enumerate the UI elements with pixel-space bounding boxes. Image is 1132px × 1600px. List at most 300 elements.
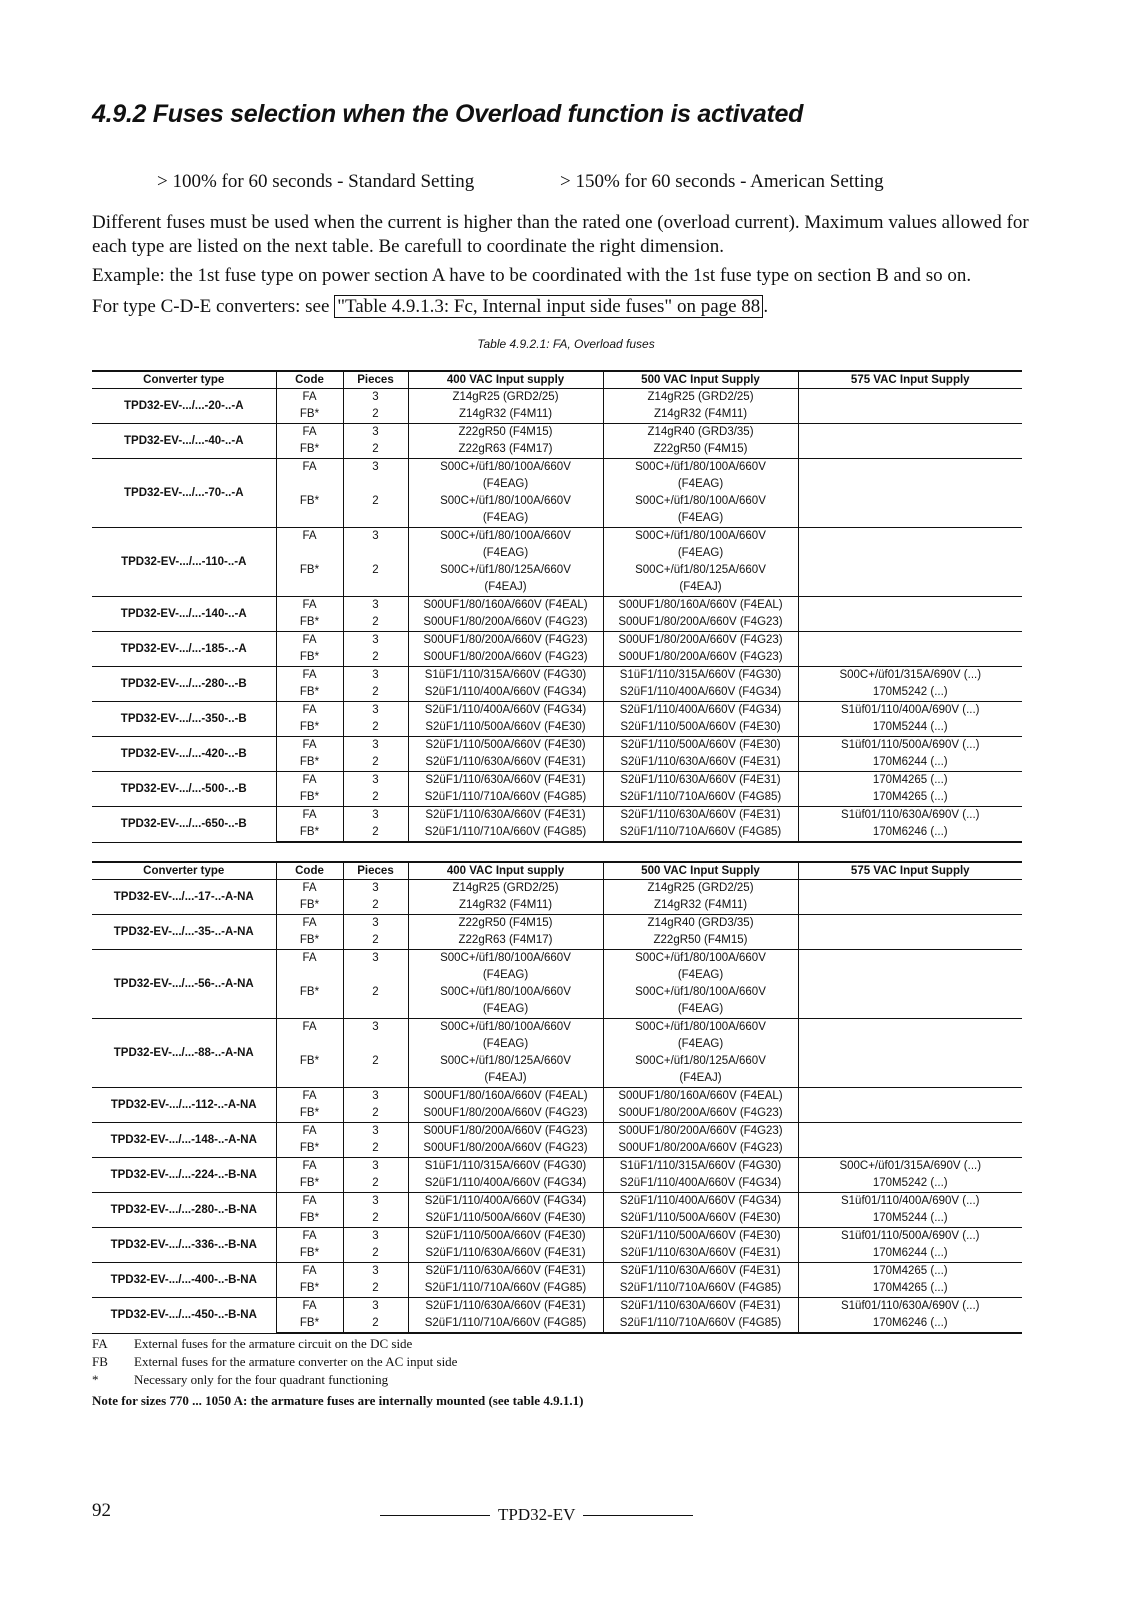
fuse-500vac-cell: S00UF1/80/160A/660V (F4EAL) bbox=[603, 1088, 798, 1106]
fuse-575vac-cell bbox=[798, 424, 1022, 442]
fuse-400vac-cell: S2üF1/110/710A/660V (F4G85) bbox=[408, 1280, 603, 1298]
fuse-500vac-cell: S00UF1/80/200A/660V (F4G23) bbox=[603, 649, 798, 667]
converter-type-cell: TPD32-EV-.../...-450-..-B-NA bbox=[92, 1298, 276, 1334]
legend-symbol: FA bbox=[92, 1336, 108, 1351]
converter-type-cell: TPD32-EV-.../...-336-..-B-NA bbox=[92, 1228, 276, 1263]
table-row bbox=[92, 459, 1022, 477]
legend-symbol: * bbox=[92, 1372, 99, 1387]
code-cell: FB* bbox=[276, 1280, 343, 1298]
pieces-cell bbox=[343, 510, 408, 528]
fuse-400vac-cell: S2üF1/110/500A/660V (F4E30) bbox=[408, 1228, 603, 1246]
code-cell: FB* bbox=[276, 789, 343, 807]
fuse-575vac-cell bbox=[798, 597, 1022, 615]
fuse-400vac-cell: Z22gR50 (F4M15) bbox=[408, 424, 603, 442]
pieces-cell: 2 bbox=[343, 614, 408, 632]
converter-type-cell: TPD32-EV-.../...-400-..-B-NA bbox=[92, 1263, 276, 1298]
fuse-400vac-cell: S00UF1/80/200A/660V (F4G23) bbox=[408, 632, 603, 650]
pieces-cell: 3 bbox=[343, 737, 408, 755]
table-row bbox=[92, 915, 1022, 933]
fuse-500vac-cell: S2üF1/110/710A/660V (F4G85) bbox=[603, 789, 798, 807]
fuse-400vac-cell: (F4EAG) bbox=[408, 545, 603, 562]
pieces-cell: 2 bbox=[343, 984, 408, 1001]
code-cell: FA bbox=[276, 424, 343, 442]
table-row bbox=[92, 1019, 1022, 1037]
pieces-cell: 3 bbox=[343, 702, 408, 720]
code-cell: FA bbox=[276, 1263, 343, 1281]
code-cell: FB* bbox=[276, 897, 343, 915]
fuse-575vac-cell: 170M4265 (...) bbox=[798, 1280, 1022, 1298]
fuse-500vac-cell: (F4EAG) bbox=[603, 476, 798, 493]
pieces-cell: 2 bbox=[343, 1245, 408, 1263]
pieces-cell: 2 bbox=[343, 824, 408, 842]
fuse-400vac-cell: (F4EAG) bbox=[408, 1001, 603, 1019]
fuse-575vac-cell bbox=[798, 476, 1022, 493]
fuse-400vac-cell: S2üF1/110/500A/660V (F4E30) bbox=[408, 719, 603, 737]
fuse-400vac-cell: S00C+/üf1/80/125A/660V bbox=[408, 562, 603, 579]
fuse-575vac-cell bbox=[798, 897, 1022, 915]
fuse-575vac-cell: 170M4265 (...) bbox=[798, 772, 1022, 790]
converter-type-cell: TPD32-EV-.../...-17-..-A-NA bbox=[92, 880, 276, 915]
standard-setting: > 100% for 60 seconds - Standard Setting bbox=[157, 171, 475, 192]
fuse-500vac-cell: S00C+/üf1/80/100A/660V bbox=[603, 950, 798, 968]
pieces-cell: 2 bbox=[343, 1175, 408, 1193]
fuse-400vac-cell: S00C+/üf1/80/100A/660V bbox=[408, 1019, 603, 1037]
code-cell: FA bbox=[276, 702, 343, 720]
table-caption: Table 4.9.2.1: FA, Overload fuses bbox=[477, 337, 655, 351]
table-reference-link[interactable]: "Table 4.9.1.3: Fc, Internal input side fuses" on page 88 bbox=[334, 295, 763, 318]
code-cell: FB* bbox=[276, 493, 343, 510]
fuse-500vac-cell: S2üF1/110/630A/660V (F4E31) bbox=[603, 1245, 798, 1263]
converter-type-cell: TPD32-EV-.../...-70-..-A bbox=[92, 459, 276, 528]
note-suffix: . bbox=[763, 296, 769, 317]
pieces-cell: 2 bbox=[343, 754, 408, 772]
fuse-400vac-cell: S00C+/üf1/80/100A/660V bbox=[408, 493, 603, 510]
fuse-575vac-cell bbox=[798, 984, 1022, 1001]
footer-rule-right bbox=[583, 1515, 693, 1516]
pieces-cell: 2 bbox=[343, 649, 408, 667]
code-cell: FB* bbox=[276, 984, 343, 1001]
code-cell: FB* bbox=[276, 1140, 343, 1158]
converter-type-cell: TPD32-EV-.../...-110-..-A bbox=[92, 528, 276, 597]
fuse-400vac-cell: S2üF1/110/400A/660V (F4G34) bbox=[408, 1193, 603, 1211]
converter-type-cell: TPD32-EV-.../...-148-..-A-NA bbox=[92, 1123, 276, 1158]
fuse-500vac-cell: (F4EAJ) bbox=[603, 1070, 798, 1088]
fuse-400vac-cell: S2üF1/110/710A/660V (F4G85) bbox=[408, 824, 603, 842]
fuse-575vac-cell: S00C+/üf01/315A/690V (...) bbox=[798, 1158, 1022, 1176]
column-header: 575 VAC Input Supply bbox=[798, 862, 1022, 880]
fuse-575vac-cell bbox=[798, 915, 1022, 933]
fuse-575vac-cell bbox=[798, 1001, 1022, 1019]
column-header: 400 VAC Input supply bbox=[408, 862, 603, 880]
fuse-table-standard bbox=[92, 370, 1022, 843]
sizes-note: Note for sizes 770 ... 1050 A: the armature fuses are internally mounted (see table 4.9.1.1) bbox=[92, 1393, 584, 1408]
column-header: Code bbox=[276, 862, 343, 880]
fuse-500vac-cell: Z14gR25 (GRD2/25) bbox=[603, 389, 798, 407]
fuse-500vac-cell: S00UF1/80/200A/660V (F4G23) bbox=[603, 1123, 798, 1141]
code-cell: FA bbox=[276, 950, 343, 968]
converter-type-cell: TPD32-EV-.../...-185-..-A bbox=[92, 632, 276, 667]
fuse-500vac-cell: S00C+/üf1/80/100A/660V bbox=[603, 528, 798, 546]
code-cell: FA bbox=[276, 1158, 343, 1176]
table-row bbox=[92, 880, 1022, 898]
fuse-575vac-cell bbox=[798, 1036, 1022, 1053]
fuse-500vac-cell: (F4EAG) bbox=[603, 545, 798, 562]
pieces-cell: 2 bbox=[343, 1105, 408, 1123]
intro-paragraph: Different fuses must be used when the current is higher than the rated one (overload current). Maximum values allowed for each type are listed on the next table. Be carefull to coordinate the right dimension. bbox=[92, 212, 1029, 257]
fuse-575vac-cell bbox=[798, 1019, 1022, 1037]
fuse-table-na bbox=[92, 861, 1022, 1334]
fuse-575vac-cell: 170M6244 (...) bbox=[798, 1245, 1022, 1263]
fuse-575vac-cell bbox=[798, 510, 1022, 528]
fuse-575vac-cell: S1üf01/110/630A/690V (...) bbox=[798, 1298, 1022, 1316]
pieces-cell: 2 bbox=[343, 932, 408, 950]
fuse-400vac-cell: S00UF1/80/160A/660V (F4EAL) bbox=[408, 597, 603, 615]
fuse-575vac-cell: S1üf01/110/400A/690V (...) bbox=[798, 702, 1022, 720]
pieces-cell bbox=[343, 579, 408, 597]
pieces-cell: 2 bbox=[343, 719, 408, 737]
pieces-cell: 3 bbox=[343, 424, 408, 442]
fuse-500vac-cell: S00UF1/80/200A/660V (F4G23) bbox=[603, 614, 798, 632]
fuse-575vac-cell bbox=[798, 614, 1022, 632]
table-row bbox=[92, 737, 1022, 755]
pieces-cell: 3 bbox=[343, 950, 408, 968]
fuse-575vac-cell bbox=[798, 579, 1022, 597]
fuse-400vac-cell: S00C+/üf1/80/100A/660V bbox=[408, 984, 603, 1001]
converter-type-cell: TPD32-EV-.../...-420-..-B bbox=[92, 737, 276, 772]
code-cell: FB* bbox=[276, 824, 343, 842]
fuse-400vac-cell: (F4EAJ) bbox=[408, 579, 603, 597]
footer-doc-name bbox=[380, 1505, 693, 1525]
fuse-400vac-cell: Z14gR32 (F4M11) bbox=[408, 406, 603, 424]
fuse-500vac-cell: S2üF1/110/400A/660V (F4G34) bbox=[603, 1175, 798, 1193]
doc-name: TPD32-EV bbox=[498, 1505, 576, 1524]
fuse-500vac-cell: Z14gR40 (GRD3/35) bbox=[603, 424, 798, 442]
fuse-500vac-cell: S1üF1/110/315A/660V (F4G30) bbox=[603, 667, 798, 685]
table-row bbox=[92, 1263, 1022, 1281]
fuse-500vac-cell: Z22gR50 (F4M15) bbox=[603, 932, 798, 950]
fuse-575vac-cell: S00C+/üf01/315A/690V (...) bbox=[798, 667, 1022, 685]
fuse-500vac-cell: S1üF1/110/315A/660V (F4G30) bbox=[603, 1158, 798, 1176]
fuse-500vac-cell: S2üF1/110/630A/660V (F4E31) bbox=[603, 772, 798, 790]
table-row bbox=[92, 632, 1022, 650]
pieces-cell: 3 bbox=[343, 667, 408, 685]
converter-type-cell: TPD32-EV-.../...-280-..-B-NA bbox=[92, 1193, 276, 1228]
fuse-400vac-cell: Z22gR63 (F4M17) bbox=[408, 441, 603, 459]
code-cell bbox=[276, 967, 343, 984]
code-cell: FA bbox=[276, 1088, 343, 1106]
fuse-400vac-cell: Z14gR32 (F4M11) bbox=[408, 897, 603, 915]
pieces-cell: 3 bbox=[343, 1263, 408, 1281]
fuse-400vac-cell: S2üF1/110/500A/660V (F4E30) bbox=[408, 1210, 603, 1228]
code-cell bbox=[276, 476, 343, 493]
fuse-500vac-cell: S00C+/üf1/80/125A/660V bbox=[603, 1053, 798, 1070]
section-heading: 4.9.2 Fuses selection when the Overload function is activated bbox=[92, 100, 804, 128]
fuse-575vac-cell: 170M4265 (...) bbox=[798, 789, 1022, 807]
code-cell: FA bbox=[276, 597, 343, 615]
code-cell: FA bbox=[276, 667, 343, 685]
fuse-575vac-cell: S1üf01/110/400A/690V (...) bbox=[798, 1193, 1022, 1211]
fuse-500vac-cell: S2üF1/110/400A/660V (F4G34) bbox=[603, 684, 798, 702]
pieces-cell: 2 bbox=[343, 406, 408, 424]
table-row bbox=[92, 772, 1022, 790]
pieces-cell bbox=[343, 476, 408, 493]
code-cell: FB* bbox=[276, 1245, 343, 1263]
converter-type-cell: TPD32-EV-.../...-224-..-B-NA bbox=[92, 1158, 276, 1193]
column-header: Converter type bbox=[92, 862, 276, 880]
table-row bbox=[92, 702, 1022, 720]
fuse-575vac-cell: S1üf01/110/500A/690V (...) bbox=[798, 737, 1022, 755]
pieces-cell: 3 bbox=[343, 632, 408, 650]
legend-text: External fuses for the armature converter on the AC input side bbox=[134, 1354, 458, 1369]
code-cell: FB* bbox=[276, 684, 343, 702]
fuse-400vac-cell: S00C+/üf1/80/125A/660V bbox=[408, 1053, 603, 1070]
pieces-cell: 3 bbox=[343, 389, 408, 407]
fuse-400vac-cell: (F4EAG) bbox=[408, 510, 603, 528]
code-cell: FB* bbox=[276, 406, 343, 424]
code-cell bbox=[276, 545, 343, 562]
code-cell bbox=[276, 1001, 343, 1019]
converter-type-cell: TPD32-EV-.../...-140-..-A bbox=[92, 597, 276, 632]
fuse-575vac-cell bbox=[798, 441, 1022, 459]
fuse-575vac-cell bbox=[798, 389, 1022, 407]
code-cell: FA bbox=[276, 1123, 343, 1141]
code-cell: FB* bbox=[276, 1105, 343, 1123]
fuse-500vac-cell: S00UF1/80/160A/660V (F4EAL) bbox=[603, 597, 798, 615]
table-row bbox=[92, 1228, 1022, 1246]
pieces-cell: 3 bbox=[343, 1158, 408, 1176]
fuse-500vac-cell: (F4EAJ) bbox=[603, 579, 798, 597]
fuse-575vac-cell: 170M5244 (...) bbox=[798, 719, 1022, 737]
fuse-575vac-cell bbox=[798, 1140, 1022, 1158]
fuse-400vac-cell: S2üF1/110/630A/660V (F4E31) bbox=[408, 1298, 603, 1316]
fuse-400vac-cell: S2üF1/110/630A/660V (F4E31) bbox=[408, 1245, 603, 1263]
fuse-400vac-cell: S00C+/üf1/80/100A/660V bbox=[408, 459, 603, 477]
fuse-575vac-cell: 170M5242 (...) bbox=[798, 684, 1022, 702]
legend-asterisk bbox=[92, 1372, 388, 1388]
pieces-cell: 3 bbox=[343, 1088, 408, 1106]
fuse-400vac-cell: S2üF1/110/400A/660V (F4G34) bbox=[408, 702, 603, 720]
pieces-cell: 3 bbox=[343, 772, 408, 790]
legend-text: Necessary only for the four quadrant functioning bbox=[134, 1372, 389, 1387]
pieces-cell: 3 bbox=[343, 597, 408, 615]
column-header: 400 VAC Input supply bbox=[408, 371, 603, 389]
fuse-500vac-cell: Z22gR50 (F4M15) bbox=[603, 441, 798, 459]
pieces-cell: 3 bbox=[343, 1019, 408, 1037]
fuse-575vac-cell: S1üf01/110/500A/690V (...) bbox=[798, 1228, 1022, 1246]
fuse-400vac-cell: S00C+/üf1/80/100A/660V bbox=[408, 528, 603, 546]
fuse-500vac-cell: S00UF1/80/200A/660V (F4G23) bbox=[603, 1140, 798, 1158]
fuse-400vac-cell: S00UF1/80/200A/660V (F4G23) bbox=[408, 649, 603, 667]
fuse-400vac-cell: S2üF1/110/630A/660V (F4E31) bbox=[408, 1263, 603, 1281]
code-cell: FB* bbox=[276, 441, 343, 459]
fuse-400vac-cell: S00UF1/80/200A/660V (F4G23) bbox=[408, 1105, 603, 1123]
american-setting: > 150% for 60 seconds - American Setting bbox=[560, 171, 884, 192]
fuse-400vac-cell: S2üF1/110/630A/660V (F4E31) bbox=[408, 772, 603, 790]
pieces-cell: 2 bbox=[343, 493, 408, 510]
code-cell: FA bbox=[276, 807, 343, 825]
header-row bbox=[92, 371, 1022, 389]
fuse-575vac-cell: 170M5242 (...) bbox=[798, 1175, 1022, 1193]
pieces-cell: 2 bbox=[343, 562, 408, 579]
converter-type-cell: TPD32-EV-.../...-20-..-A bbox=[92, 389, 276, 424]
legend-fa bbox=[92, 1336, 412, 1352]
fuse-500vac-cell: S00UF1/80/200A/660V (F4G23) bbox=[603, 1105, 798, 1123]
fuse-400vac-cell: S2üF1/110/630A/660V (F4E31) bbox=[408, 754, 603, 772]
fuse-500vac-cell: Z14gR32 (F4M11) bbox=[603, 897, 798, 915]
converter-type-cell: TPD32-EV-.../...-40-..-A bbox=[92, 424, 276, 459]
fuse-500vac-cell: S2üF1/110/500A/660V (F4E30) bbox=[603, 719, 798, 737]
fuse-575vac-cell: 170M5244 (...) bbox=[798, 1210, 1022, 1228]
footer-rule-left bbox=[380, 1515, 490, 1516]
code-cell: FA bbox=[276, 459, 343, 477]
pieces-cell: 2 bbox=[343, 897, 408, 915]
pieces-cell bbox=[343, 545, 408, 562]
column-header: Pieces bbox=[343, 371, 408, 389]
pieces-cell: 3 bbox=[343, 1228, 408, 1246]
table-row bbox=[92, 389, 1022, 407]
converter-type-cell: TPD32-EV-.../...-280-..-B bbox=[92, 667, 276, 702]
fuse-575vac-cell: 170M6246 (...) bbox=[798, 1315, 1022, 1333]
pieces-cell: 3 bbox=[343, 915, 408, 933]
pieces-cell bbox=[343, 1070, 408, 1088]
fuse-400vac-cell: Z14gR25 (GRD2/25) bbox=[408, 880, 603, 898]
fuse-575vac-cell bbox=[798, 1123, 1022, 1141]
fuse-400vac-cell: S1üF1/110/315A/660V (F4G30) bbox=[408, 1158, 603, 1176]
fuse-500vac-cell: Z14gR25 (GRD2/25) bbox=[603, 880, 798, 898]
fuse-500vac-cell: S2üF1/110/500A/660V (F4E30) bbox=[603, 1210, 798, 1228]
converter-type-cell: TPD32-EV-.../...-88-..-A-NA bbox=[92, 1019, 276, 1088]
fuse-575vac-cell bbox=[798, 493, 1022, 510]
code-cell: FA bbox=[276, 915, 343, 933]
pieces-cell: 3 bbox=[343, 1123, 408, 1141]
table-row bbox=[92, 528, 1022, 546]
fuse-500vac-cell: S2üF1/110/400A/660V (F4G34) bbox=[603, 1193, 798, 1211]
fuse-500vac-cell: S2üF1/110/630A/660V (F4E31) bbox=[603, 1263, 798, 1281]
code-cell: FB* bbox=[276, 754, 343, 772]
table-row bbox=[92, 807, 1022, 825]
header-row bbox=[92, 862, 1022, 880]
fuse-575vac-cell bbox=[798, 880, 1022, 898]
fuse-500vac-cell: S2üF1/110/500A/660V (F4E30) bbox=[603, 1228, 798, 1246]
code-cell: FA bbox=[276, 880, 343, 898]
code-cell bbox=[276, 579, 343, 597]
fuse-500vac-cell: Z14gR32 (F4M11) bbox=[603, 406, 798, 424]
pieces-cell: 3 bbox=[343, 1193, 408, 1211]
code-cell: FA bbox=[276, 632, 343, 650]
column-header: 500 VAC Input Supply bbox=[603, 862, 798, 880]
fuse-500vac-cell: (F4EAG) bbox=[603, 1001, 798, 1019]
fuse-575vac-cell bbox=[798, 545, 1022, 562]
table-row bbox=[92, 424, 1022, 442]
fuse-500vac-cell: S2üF1/110/710A/660V (F4G85) bbox=[603, 824, 798, 842]
fuse-400vac-cell: S00UF1/80/160A/660V (F4EAL) bbox=[408, 1088, 603, 1106]
example-paragraph: Example: the 1st fuse type on power section A have to be coordinated with the 1st fuse type on section B and so on. bbox=[92, 265, 972, 286]
code-cell: FB* bbox=[276, 649, 343, 667]
fuse-575vac-cell bbox=[798, 1053, 1022, 1070]
fuse-400vac-cell: Z22gR63 (F4M17) bbox=[408, 932, 603, 950]
fuse-400vac-cell: Z22gR50 (F4M15) bbox=[408, 915, 603, 933]
fuse-400vac-cell: S2üF1/110/630A/660V (F4E31) bbox=[408, 807, 603, 825]
fuse-400vac-cell: (F4EAG) bbox=[408, 476, 603, 493]
legend-text: External fuses for the armature circuit on the DC side bbox=[134, 1336, 413, 1351]
fuse-400vac-cell: S00UF1/80/200A/660V (F4G23) bbox=[408, 614, 603, 632]
pieces-cell: 3 bbox=[343, 459, 408, 477]
table-row bbox=[92, 950, 1022, 968]
fuse-500vac-cell: S2üF1/110/630A/660V (F4E31) bbox=[603, 754, 798, 772]
fuse-500vac-cell: S2üF1/110/710A/660V (F4G85) bbox=[603, 1280, 798, 1298]
pieces-cell bbox=[343, 1001, 408, 1019]
fuse-400vac-cell: (F4EAJ) bbox=[408, 1070, 603, 1088]
fuse-400vac-cell: (F4EAG) bbox=[408, 1036, 603, 1053]
table-row bbox=[92, 667, 1022, 685]
fuse-575vac-cell bbox=[798, 528, 1022, 546]
pieces-cell: 3 bbox=[343, 1298, 408, 1316]
fuse-575vac-cell bbox=[798, 1070, 1022, 1088]
pieces-cell: 2 bbox=[343, 1280, 408, 1298]
code-cell: FB* bbox=[276, 1210, 343, 1228]
code-cell: FA bbox=[276, 772, 343, 790]
fuse-400vac-cell: S00UF1/80/200A/660V (F4G23) bbox=[408, 1123, 603, 1141]
fuse-400vac-cell: S2üF1/110/710A/660V (F4G85) bbox=[408, 1315, 603, 1333]
table-row bbox=[92, 1088, 1022, 1106]
table-row bbox=[92, 1298, 1022, 1316]
fuse-500vac-cell: S00C+/üf1/80/100A/660V bbox=[603, 459, 798, 477]
code-cell: FB* bbox=[276, 614, 343, 632]
pieces-cell bbox=[343, 967, 408, 984]
pieces-cell: 2 bbox=[343, 1210, 408, 1228]
column-header: Code bbox=[276, 371, 343, 389]
code-cell bbox=[276, 510, 343, 528]
fuse-575vac-cell bbox=[798, 967, 1022, 984]
fuse-500vac-cell: (F4EAG) bbox=[603, 1036, 798, 1053]
code-cell: FA bbox=[276, 1298, 343, 1316]
fuse-400vac-cell: S2üF1/110/400A/660V (F4G34) bbox=[408, 684, 603, 702]
fuse-575vac-cell bbox=[798, 632, 1022, 650]
code-cell: FA bbox=[276, 1193, 343, 1211]
pieces-cell: 2 bbox=[343, 1140, 408, 1158]
fuse-500vac-cell: S2üF1/110/400A/660V (F4G34) bbox=[603, 702, 798, 720]
fuse-575vac-cell bbox=[798, 1088, 1022, 1106]
column-header: 500 VAC Input Supply bbox=[603, 371, 798, 389]
code-cell: FB* bbox=[276, 719, 343, 737]
pieces-cell: 3 bbox=[343, 807, 408, 825]
fuse-575vac-cell bbox=[798, 950, 1022, 968]
fuse-575vac-cell bbox=[798, 459, 1022, 477]
legend-symbol: FB bbox=[92, 1354, 108, 1369]
legend-fb bbox=[92, 1354, 457, 1370]
converter-type-cell: TPD32-EV-.../...-35-..-A-NA bbox=[92, 915, 276, 950]
code-cell: FA bbox=[276, 528, 343, 546]
fuse-500vac-cell: S2üF1/110/500A/660V (F4E30) bbox=[603, 737, 798, 755]
fuse-500vac-cell: S2üF1/110/630A/660V (F4E31) bbox=[603, 807, 798, 825]
fuse-575vac-cell: 170M6246 (...) bbox=[798, 824, 1022, 842]
fuse-575vac-cell bbox=[798, 932, 1022, 950]
fuse-400vac-cell: S2üF1/110/400A/660V (F4G34) bbox=[408, 1175, 603, 1193]
column-header: Pieces bbox=[343, 862, 408, 880]
code-cell: FB* bbox=[276, 1175, 343, 1193]
code-cell: FB* bbox=[276, 562, 343, 579]
fuse-500vac-cell: S2üF1/110/630A/660V (F4E31) bbox=[603, 1298, 798, 1316]
code-cell bbox=[276, 1036, 343, 1053]
table-row bbox=[92, 597, 1022, 615]
fuse-575vac-cell bbox=[798, 562, 1022, 579]
fuse-575vac-cell bbox=[798, 649, 1022, 667]
column-header: Converter type bbox=[92, 371, 276, 389]
fuse-575vac-cell: 170M6244 (...) bbox=[798, 754, 1022, 772]
table-row bbox=[92, 1123, 1022, 1141]
code-cell: FA bbox=[276, 1019, 343, 1037]
fuse-500vac-cell: S00C+/üf1/80/100A/660V bbox=[603, 493, 798, 510]
